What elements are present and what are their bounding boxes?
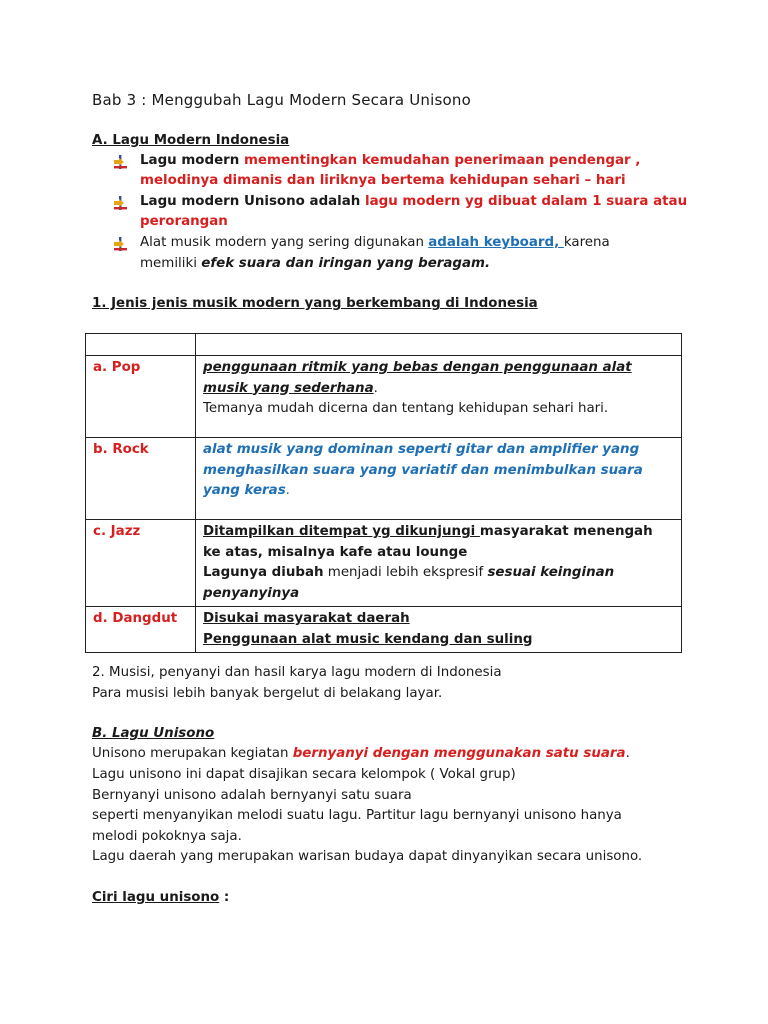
genre-desc-end: .	[373, 380, 378, 396]
section-a-heading: A. Lagu Modern Indonesia	[92, 133, 290, 148]
genre-label: a. Pop	[86, 356, 196, 438]
section-b-heading: B. Lagu Unisono	[92, 726, 215, 741]
bullet-3-link: adalah keyboard,	[428, 235, 564, 250]
jenis-heading: 1. Jenis jenis musik modern yang berkembang di Indonesia	[92, 296, 538, 311]
musisi-line-2: Para musisi lebih banyak bergelut di belakang layar.	[92, 686, 443, 701]
table-row	[86, 520, 682, 607]
colored-arrow-bullet-icon	[114, 196, 128, 210]
section-b-line-5: melodi pokoknya saja.	[92, 829, 242, 844]
page-title: Bab 3 : Menggubah Lagu Modern Secara Unisono	[92, 91, 471, 109]
bullet-3-emphasis: efek suara dan iringan yang beragam.	[201, 256, 491, 271]
colored-arrow-bullet-icon	[114, 237, 128, 251]
section-b-end: .	[625, 746, 630, 761]
genre-description	[196, 520, 682, 607]
bullet-2-line-1	[140, 192, 687, 213]
ciri-heading-text: Ciri lagu unisono	[92, 890, 220, 905]
table-cell	[196, 334, 682, 356]
musisi-line-1: 2. Musisi, penyanyi dan hasil karya lagu modern di Indonesia	[92, 665, 502, 680]
bullet-3-line-2-text: memiliki	[140, 256, 202, 271]
section-b-text: Unisono merupakan kegiatan	[92, 746, 293, 761]
colored-arrow-bullet-icon	[114, 155, 128, 169]
genre-desc-bold: Lagunya diubah	[203, 565, 324, 580]
genre-label: c. Jazz	[86, 520, 196, 607]
section-b-line-1	[92, 744, 630, 765]
section-b-line-2: Lagu unisono ini dapat disajikan secara kelompok ( Vokal grup)	[92, 767, 516, 782]
genre-desc-main: Disukai masyarakat daerah	[203, 611, 410, 626]
genre-label: d. Dangdut	[86, 607, 196, 653]
bullet-1-highlight: mementingkan kemudahan penerimaan pendengar ,	[243, 153, 641, 168]
bullet-3-line-2	[140, 254, 490, 275]
genre-description	[196, 438, 682, 520]
genre-desc-extra: Penggunaan alat music kendang dan suling	[203, 631, 533, 647]
genre-desc-italic: sesuai keinginan penyanyinya	[203, 565, 615, 601]
bullet-3-tail: karena	[563, 235, 610, 250]
table-row	[86, 607, 682, 653]
genre-desc-main: Ditampilkan ditempat yg dikunjungi	[203, 524, 480, 539]
bullet-1-line-1	[140, 151, 640, 172]
genre-desc-main: alat musik yang dominan seperti gitar dan amplifier yang menghasilkan suara yang variatif dan menimbulkan suara yang keras	[203, 442, 643, 498]
genre-desc-extra: Temanya mudah dicerna dan tentang kehidupan sehari hari.	[203, 401, 609, 416]
table-row	[86, 356, 682, 438]
genre-description	[196, 607, 682, 653]
bullet-3-line-1	[140, 233, 610, 254]
genre-description	[196, 356, 682, 438]
bullet-2-text: Lagu modern Unisono adalah	[140, 194, 366, 209]
section-b-line-6: Lagu daerah yang merupakan warisan budaya dapat dinyanyikan secara unisono.	[92, 849, 643, 864]
section-b-highlight: bernyanyi dengan menggunakan satu suara	[292, 746, 626, 761]
ciri-heading	[92, 888, 229, 909]
genre-desc-main: penggunaan ritmik yang bebas dengan penggunaan alat musik yang sederhana	[203, 360, 632, 396]
bullet-1-line-2: melodinya dimanis dan liriknya bertema kehidupan sehari – hari	[140, 173, 626, 188]
section-b-line-3: Bernyanyi unisono adalah bernyanyi satu suara	[92, 788, 412, 803]
ciri-colon: :	[219, 890, 230, 905]
genre-desc-tail: masyarakat menengah ke atas, misalnya kafe atau lounge	[203, 524, 653, 560]
bullet-3-text: Alat musik modern yang sering digunakan	[140, 235, 429, 250]
table-row	[86, 334, 682, 356]
bullet-1-text: Lagu modern	[140, 153, 244, 168]
genre-desc-plain: menjadi lebih ekspresif	[323, 565, 488, 580]
bullet-2-line-2: perorangan	[140, 214, 228, 229]
music-genre-table	[85, 333, 682, 653]
table-cell	[86, 334, 196, 356]
table-row	[86, 438, 682, 520]
bullet-2-highlight: lagu modern yg dibuat dalam 1 suara atau	[365, 194, 688, 209]
section-b-line-4: seperti menyanyikan melodi suatu lagu. Partitur lagu bernyanyi unisono hanya	[92, 808, 622, 823]
genre-desc-end: .	[285, 483, 290, 498]
genre-label: b. Rock	[86, 438, 196, 520]
